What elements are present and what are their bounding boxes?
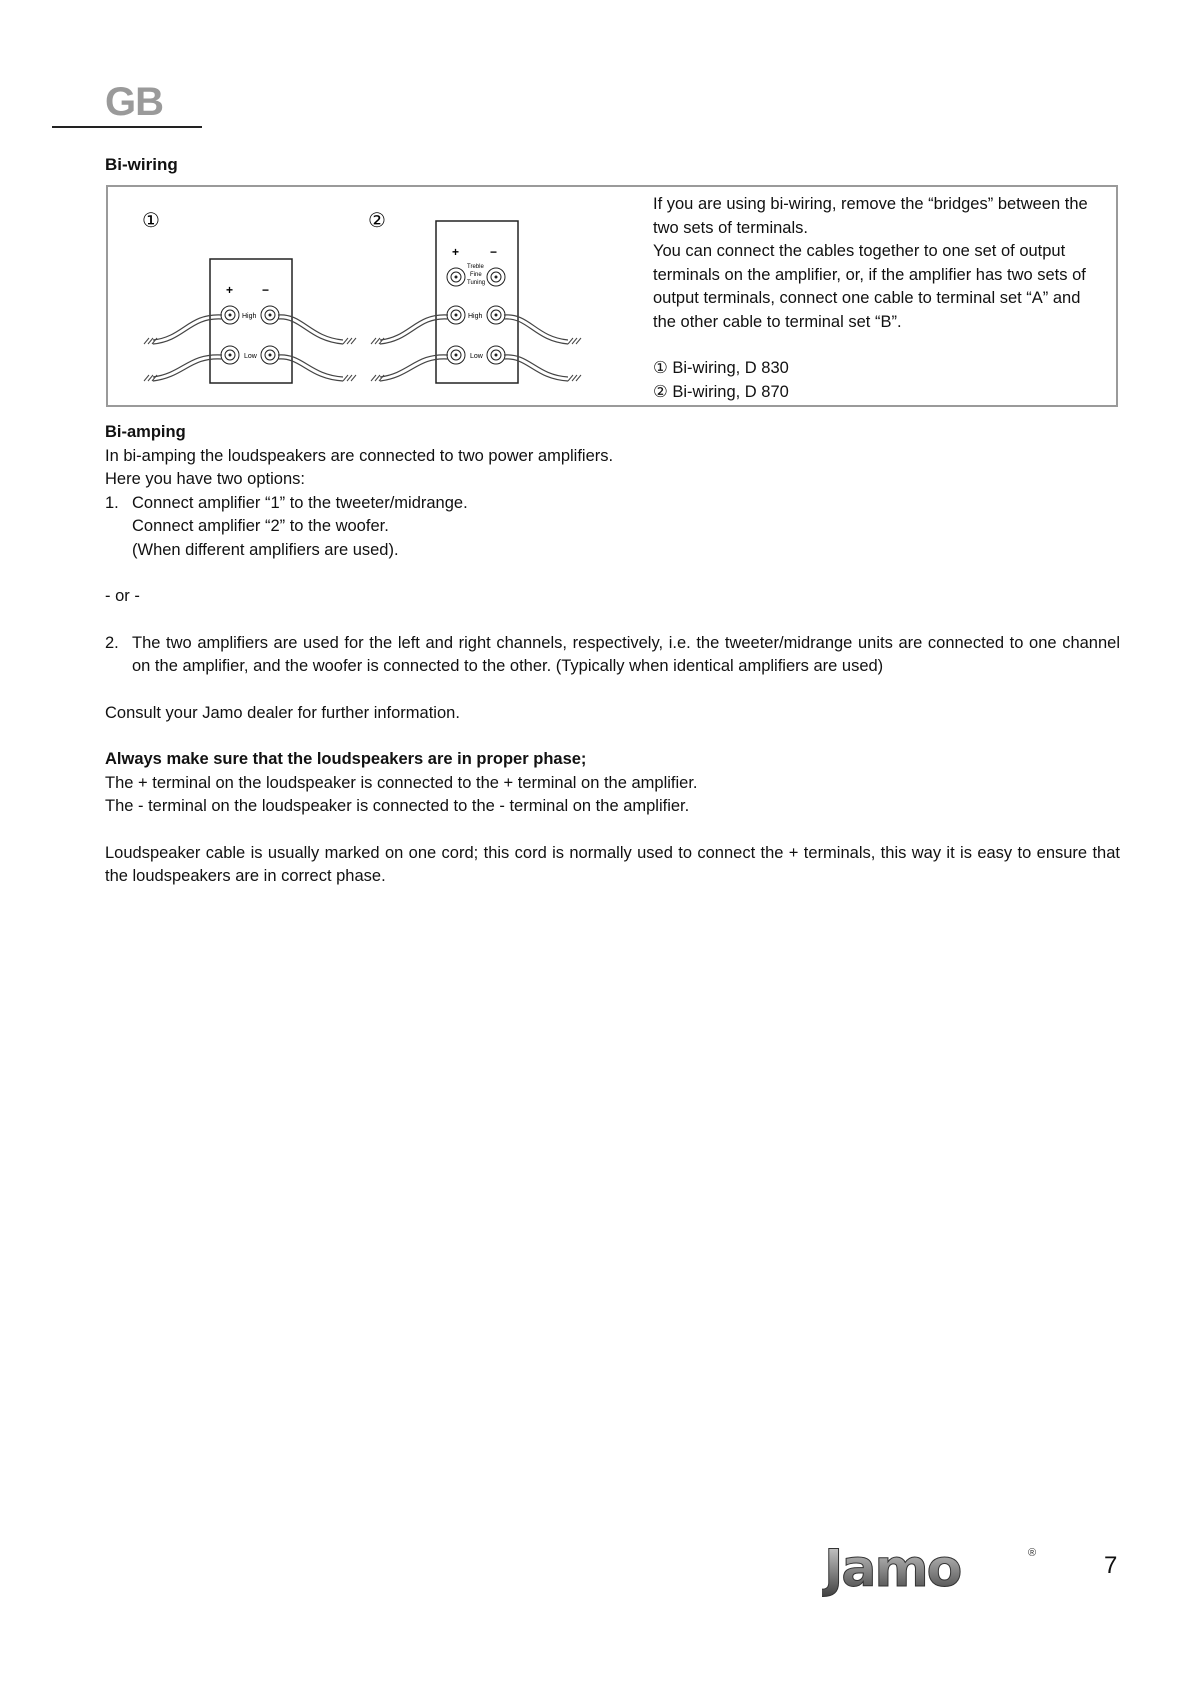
caption-d830: ① Bi-wiring, D 830 — [653, 359, 789, 377]
plus-label: + — [226, 283, 234, 297]
phase-plus: The + terminal on the loudspeaker is connected to the + terminal on the amplifier. — [105, 773, 698, 792]
marker-1: ① — [142, 210, 160, 232]
low-label: Low — [244, 353, 257, 360]
biamping-intro-2: Here you have two options: — [105, 470, 305, 488]
low-label: Low — [470, 353, 483, 360]
option-1 — [105, 492, 1120, 563]
page-number: 7 — [1104, 1552, 1118, 1579]
minus-label: − — [490, 245, 498, 259]
biwiring-para-2: You can connect the cables together to one set of output terminals on the amplifier, or, if the amplifier has two sets of output terminals, connect one cable to terminal set “A” and the other cable to terminal set “B”. — [653, 242, 1086, 331]
terminal-panel-d830 — [210, 259, 292, 383]
option-1-line-3: (When different amplifiers are used). — [132, 540, 399, 559]
biamping-section — [105, 421, 1120, 889]
minus-label: − — [262, 283, 270, 297]
cable-note: Loudspeaker cable is usually marked on one cord; this cord is normally used to connect the + terminals, this way it is easy to ensure that the loudspeakers are in correct phase. — [105, 843, 1120, 885]
option-2-number: 2. — [105, 633, 119, 652]
biwiring-diagram — [128, 197, 648, 397]
option-1-line-1: Connect amplifier “1” to the tweeter/midrange. — [132, 493, 468, 512]
high-label: High — [468, 313, 483, 320]
brand-wordmark: Jamo — [824, 1539, 961, 1598]
marker-2: ② — [368, 210, 386, 232]
option-2-text: The two amplifiers are used for the left and right channels, respectively, i.e. the tweeter/midrange units are connected to one channel on the amplifier, and the woofer is connected to the other. (Typically when identical amplifiers are used) — [132, 633, 1120, 675]
language-code: GB — [105, 80, 163, 124]
biwiring-para-1: If you are using bi-wiring, remove the “bridges” between the two sets of terminals. — [653, 195, 1088, 237]
option-1-number: 1. — [105, 493, 119, 512]
biwiring-heading: Bi-wiring — [105, 155, 178, 174]
language-underline — [52, 126, 202, 128]
option-2 — [105, 632, 1120, 679]
tuning-label: Tuning — [467, 280, 486, 286]
phase-minus: The - terminal on the loudspeaker is connected to the - terminal on the amplifier. — [105, 797, 690, 815]
phase-heading: Always make sure that the loudspeakers are in proper phase; — [105, 750, 587, 768]
registered-mark: ® — [1028, 1547, 1037, 1559]
biwiring-text — [653, 193, 1103, 404]
high-label: High — [242, 313, 257, 320]
jamo-logo — [822, 1538, 1042, 1598]
or-separator: - or - — [105, 587, 140, 605]
biamping-heading: Bi-amping — [105, 423, 186, 441]
biwiring-box — [106, 185, 1118, 407]
caption-d870: ② Bi-wiring, D 870 — [653, 382, 789, 401]
fine-label: Fine — [470, 272, 482, 278]
treble-label: Treble — [467, 264, 484, 270]
consult-dealer: Consult your Jamo dealer for further information. — [105, 703, 460, 722]
option-1-line-2: Connect amplifier “2” to the woofer. — [132, 517, 389, 535]
biamping-intro-1: In bi-amping the loudspeakers are connected to two power amplifiers. — [105, 446, 614, 465]
plus-label: + — [452, 245, 460, 259]
